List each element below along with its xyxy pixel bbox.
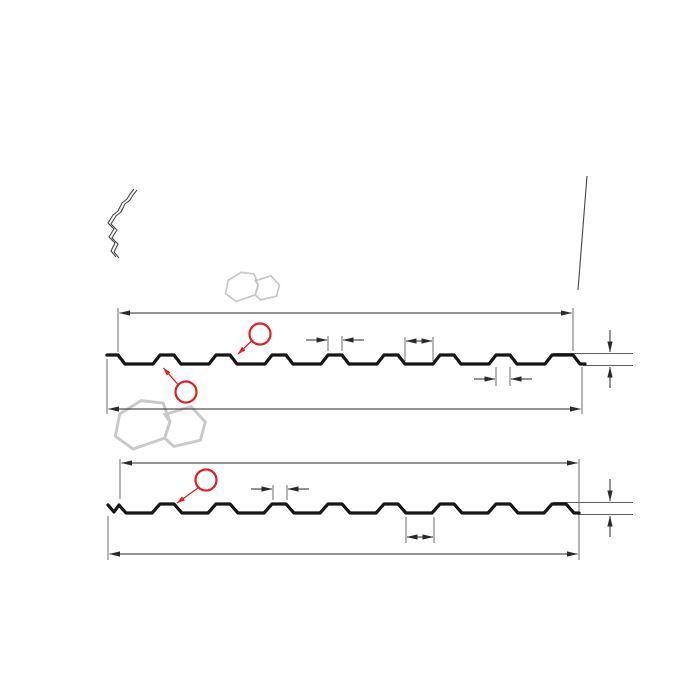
profile-outline-front — [107, 355, 585, 364]
callout-a — [164, 368, 197, 403]
perspective-view — [108, 176, 587, 290]
callout-b — [238, 324, 271, 355]
profile-section-reverse — [108, 459, 633, 560]
callout-r — [177, 470, 217, 504]
profile-outline-reverse — [108, 504, 579, 513]
profile-section-front — [107, 308, 633, 414]
